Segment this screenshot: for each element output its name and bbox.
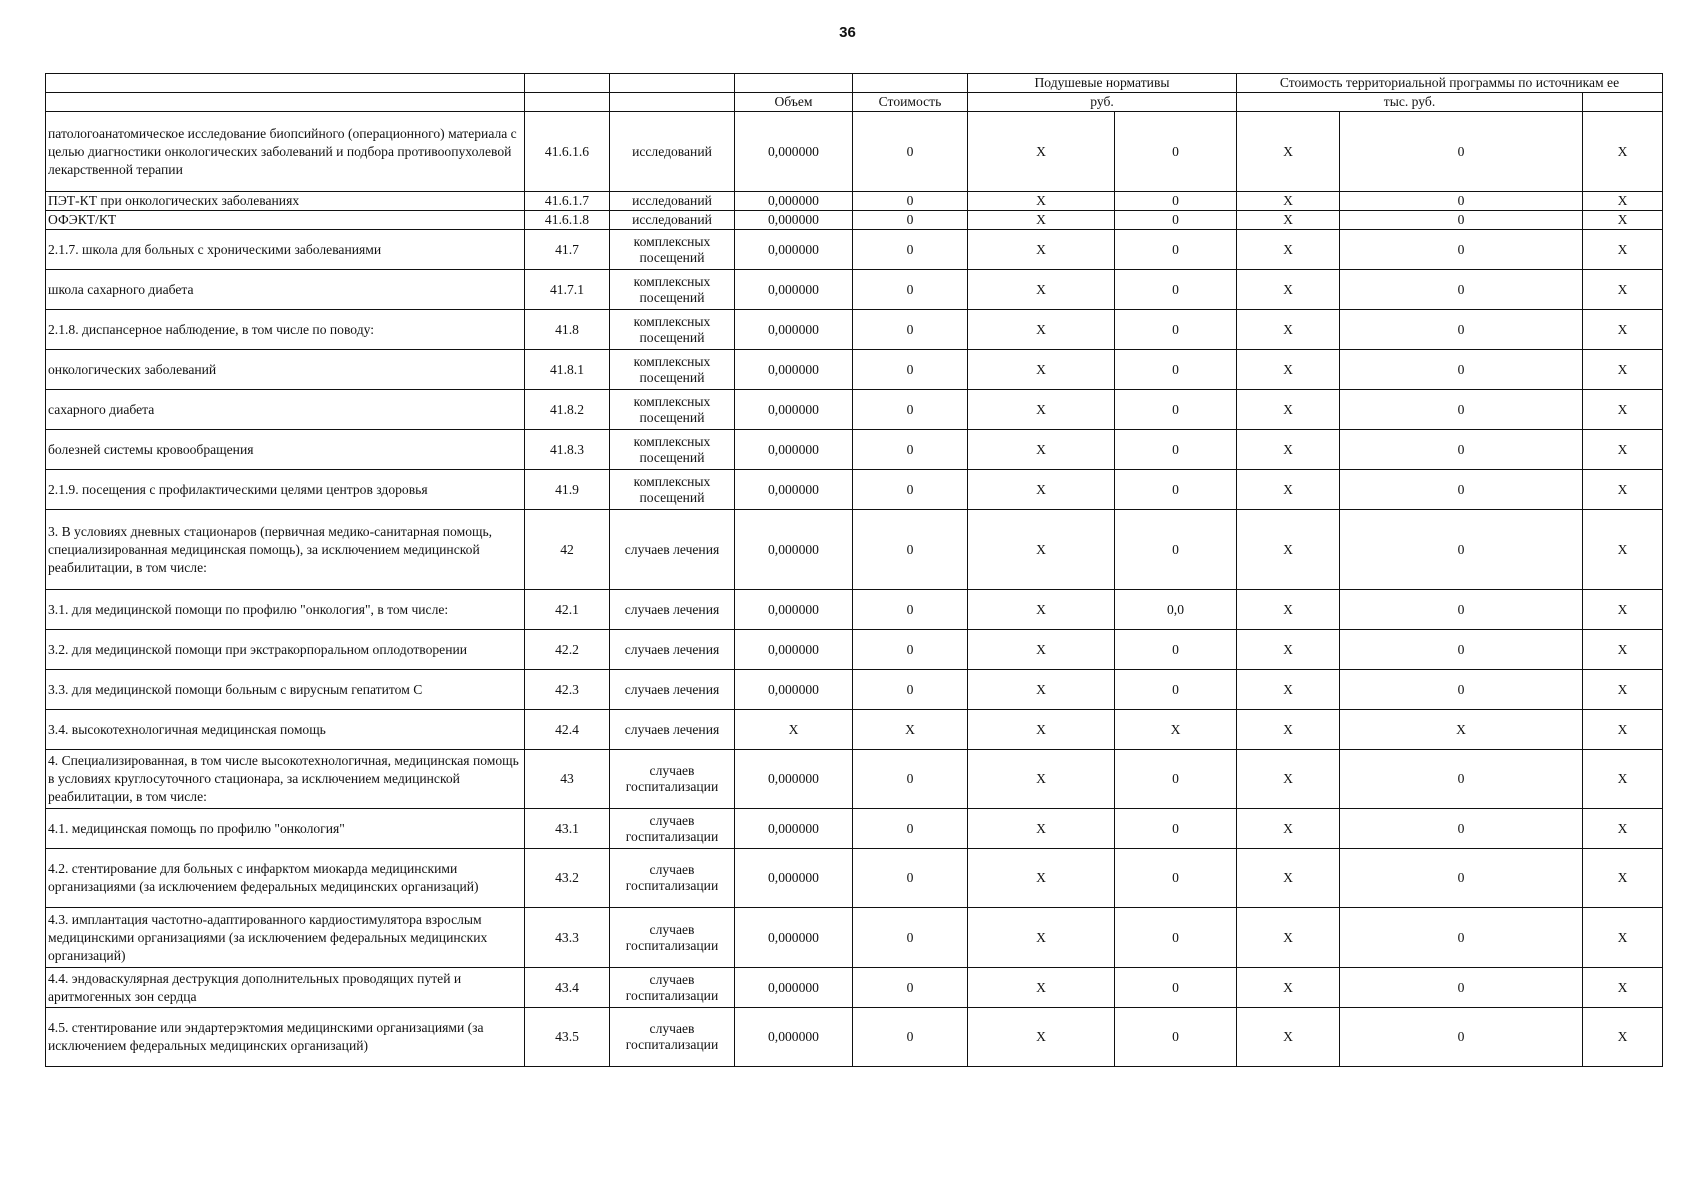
row-per-capita-2: 0 xyxy=(1115,908,1237,968)
row-volume: 0,000000 xyxy=(735,849,853,908)
header-per-capita-unit: руб. xyxy=(968,93,1237,112)
row-program-cost-3: X xyxy=(1583,390,1663,430)
row-volume: 0,000000 xyxy=(735,230,853,270)
row-unit: случаев госпитализации xyxy=(610,908,735,968)
row-program-cost-3: X xyxy=(1583,670,1663,710)
row-volume: 0,000000 xyxy=(735,350,853,390)
row-code: 43.4 xyxy=(525,968,610,1008)
table-row xyxy=(46,390,1663,430)
row-program-cost-2: X xyxy=(1340,710,1583,750)
row-name: болезней системы кровообращения xyxy=(46,430,525,470)
row-per-capita-2: 0 xyxy=(1115,470,1237,510)
row-code: 42.3 xyxy=(525,670,610,710)
row-cost: 0 xyxy=(853,430,968,470)
row-per-capita-2: 0 xyxy=(1115,211,1237,230)
row-program-cost-1: X xyxy=(1237,390,1340,430)
row-name: 4.1. медицинская помощь по профилю "онкология" xyxy=(46,809,525,849)
row-unit: случаев госпитализации xyxy=(610,750,735,809)
row-program-cost-2: 0 xyxy=(1340,510,1583,590)
row-program-cost-3: X xyxy=(1583,310,1663,350)
row-program-cost-2: 0 xyxy=(1340,350,1583,390)
row-program-cost-2: 0 xyxy=(1340,192,1583,211)
header-unit-cell xyxy=(610,74,735,93)
row-volume: 0,000000 xyxy=(735,809,853,849)
row-cost: 0 xyxy=(853,809,968,849)
row-program-cost-1: X xyxy=(1237,630,1340,670)
row-program-cost-1: X xyxy=(1237,230,1340,270)
row-unit: комплексных посещений xyxy=(610,430,735,470)
row-code: 43.3 xyxy=(525,908,610,968)
row-name: 4.4. эндоваскулярная деструкция дополнительных проводящих путей и аритмогенных зон сердца xyxy=(46,968,525,1008)
row-volume: 0,000000 xyxy=(735,590,853,630)
table-row xyxy=(46,809,1663,849)
header-row-top xyxy=(46,74,1663,93)
row-cost: 0 xyxy=(853,908,968,968)
row-cost: 0 xyxy=(853,192,968,211)
table-row xyxy=(46,470,1663,510)
row-code: 41.7.1 xyxy=(525,270,610,310)
row-per-capita-2: 0 xyxy=(1115,750,1237,809)
row-per-capita-2: 0 xyxy=(1115,849,1237,908)
row-program-cost-3: X xyxy=(1583,192,1663,211)
row-code: 43.5 xyxy=(525,1008,610,1067)
row-per-capita-1: X xyxy=(968,350,1115,390)
row-code: 41.6.1.6 xyxy=(525,112,610,192)
row-per-capita-2: 0 xyxy=(1115,809,1237,849)
table-row xyxy=(46,430,1663,470)
row-code: 41.6.1.8 xyxy=(525,211,610,230)
row-program-cost-1: X xyxy=(1237,750,1340,809)
row-code: 41.9 xyxy=(525,470,610,510)
row-per-capita-1: X xyxy=(968,710,1115,750)
row-per-capita-1: X xyxy=(968,211,1115,230)
row-per-capita-1: X xyxy=(968,590,1115,630)
table-row xyxy=(46,670,1663,710)
row-program-cost-2: 0 xyxy=(1340,112,1583,192)
row-per-capita-1: X xyxy=(968,112,1115,192)
row-per-capita-1: X xyxy=(968,430,1115,470)
row-program-cost-2: 0 xyxy=(1340,670,1583,710)
row-per-capita-1: X xyxy=(968,270,1115,310)
row-per-capita-1: X xyxy=(968,849,1115,908)
row-program-cost-2: 0 xyxy=(1340,390,1583,430)
row-unit: случаев лечения xyxy=(610,590,735,630)
row-volume: 0,000000 xyxy=(735,192,853,211)
header-program-cost-unit: тыс. руб. xyxy=(1237,93,1583,112)
row-per-capita-1: X xyxy=(968,310,1115,350)
header-cost-cell-top xyxy=(853,74,968,93)
row-name: 2.1.9. посещения с профилактическими целями центров здоровья xyxy=(46,470,525,510)
row-per-capita-2: 0 xyxy=(1115,390,1237,430)
row-name: сахарного диабета xyxy=(46,390,525,430)
row-cost: 0 xyxy=(853,211,968,230)
row-per-capita-2: 0 xyxy=(1115,430,1237,470)
header-code-cell xyxy=(525,74,610,93)
row-cost: X xyxy=(853,710,968,750)
row-program-cost-3: X xyxy=(1583,430,1663,470)
row-cost: 0 xyxy=(853,630,968,670)
row-program-cost-2: 0 xyxy=(1340,750,1583,809)
row-name: патологоанатомическое исследование биопсийного (операционного) материала с целью диагностики онкологических заболеваний и подбора противоопухолевой лекарственной терапии xyxy=(46,112,525,192)
row-program-cost-1: X xyxy=(1237,192,1340,211)
row-unit: случаев лечения xyxy=(610,670,735,710)
row-per-capita-1: X xyxy=(968,630,1115,670)
table-row xyxy=(46,192,1663,211)
row-per-capita-1: X xyxy=(968,809,1115,849)
row-program-cost-1: X xyxy=(1237,470,1340,510)
row-code: 41.8.1 xyxy=(525,350,610,390)
row-cost: 0 xyxy=(853,270,968,310)
header-program-cost-group: Стоимость территориальной программы по источникам ее xyxy=(1237,74,1663,93)
row-unit: исследований xyxy=(610,112,735,192)
row-per-capita-2: 0 xyxy=(1115,1008,1237,1067)
table-row xyxy=(46,211,1663,230)
header-row-bottom xyxy=(46,93,1663,112)
row-program-cost-3: X xyxy=(1583,270,1663,310)
row-cost: 0 xyxy=(853,510,968,590)
header-program-cost-extra xyxy=(1583,93,1663,112)
row-name: школа сахарного диабета xyxy=(46,270,525,310)
row-volume: 0,000000 xyxy=(735,430,853,470)
row-unit: исследований xyxy=(610,211,735,230)
row-name: 3.1. для медицинской помощи по профилю "онкология", в том числе: xyxy=(46,590,525,630)
row-code: 43 xyxy=(525,750,610,809)
row-program-cost-1: X xyxy=(1237,211,1340,230)
row-program-cost-3: X xyxy=(1583,112,1663,192)
row-program-cost-2: 0 xyxy=(1340,809,1583,849)
row-volume: 0,000000 xyxy=(735,750,853,809)
row-unit: комплексных посещений xyxy=(610,470,735,510)
row-program-cost-1: X xyxy=(1237,510,1340,590)
table-row xyxy=(46,750,1663,809)
row-cost: 0 xyxy=(853,1008,968,1067)
row-program-cost-3: X xyxy=(1583,590,1663,630)
row-per-capita-1: X xyxy=(968,192,1115,211)
row-code: 41.6.1.7 xyxy=(525,192,610,211)
row-per-capita-2: 0 xyxy=(1115,350,1237,390)
row-program-cost-2: 0 xyxy=(1340,1008,1583,1067)
header-volume-cell-top xyxy=(735,74,853,93)
table-row xyxy=(46,630,1663,670)
row-name: 4.5. стентирование или эндартерэктомия медицинскими организациями (за исключением федеральных медицинских организаций) xyxy=(46,1008,525,1067)
row-program-cost-1: X xyxy=(1237,809,1340,849)
row-program-cost-3: X xyxy=(1583,710,1663,750)
table-row xyxy=(46,968,1663,1008)
row-per-capita-1: X xyxy=(968,750,1115,809)
row-cost: 0 xyxy=(853,390,968,430)
row-name: 2.1.7. школа для больных с хроническими заболеваниями xyxy=(46,230,525,270)
row-program-cost-1: X xyxy=(1237,350,1340,390)
row-program-cost-3: X xyxy=(1583,849,1663,908)
row-program-cost-1: X xyxy=(1237,710,1340,750)
table-row xyxy=(46,710,1663,750)
row-name: ПЭТ-КТ при онкологических заболеваниях xyxy=(46,192,525,211)
row-program-cost-2: 0 xyxy=(1340,590,1583,630)
header-name-cell-lower xyxy=(46,93,525,112)
row-program-cost-2: 0 xyxy=(1340,470,1583,510)
table-row xyxy=(46,230,1663,270)
row-per-capita-1: X xyxy=(968,908,1115,968)
row-unit: исследований xyxy=(610,192,735,211)
row-code: 41.8.3 xyxy=(525,430,610,470)
row-per-capita-1: X xyxy=(968,968,1115,1008)
row-program-cost-3: X xyxy=(1583,230,1663,270)
row-code: 41.8 xyxy=(525,310,610,350)
row-unit: случаев лечения xyxy=(610,710,735,750)
row-code: 42 xyxy=(525,510,610,590)
row-name: 3.2. для медицинской помощи при экстракорпоральном оплодотворении xyxy=(46,630,525,670)
row-program-cost-2: 0 xyxy=(1340,430,1583,470)
header-cost: Стоимость xyxy=(853,93,968,112)
row-program-cost-2: 0 xyxy=(1340,230,1583,270)
row-unit: случаев лечения xyxy=(610,510,735,590)
row-per-capita-2: 0 xyxy=(1115,968,1237,1008)
row-per-capita-2: 0 xyxy=(1115,230,1237,270)
row-program-cost-2: 0 xyxy=(1340,908,1583,968)
row-program-cost-1: X xyxy=(1237,908,1340,968)
row-code: 42.1 xyxy=(525,590,610,630)
row-unit: комплексных посещений xyxy=(610,350,735,390)
row-cost: 0 xyxy=(853,968,968,1008)
row-program-cost-3: X xyxy=(1583,968,1663,1008)
row-per-capita-2: X xyxy=(1115,710,1237,750)
row-program-cost-3: X xyxy=(1583,809,1663,849)
row-per-capita-1: X xyxy=(968,510,1115,590)
row-program-cost-1: X xyxy=(1237,670,1340,710)
table-row xyxy=(46,310,1663,350)
row-program-cost-1: X xyxy=(1237,310,1340,350)
row-unit: комплексных посещений xyxy=(610,310,735,350)
row-name: 3.3. для медицинской помощи больным с вирусным гепатитом С xyxy=(46,670,525,710)
row-cost: 0 xyxy=(853,590,968,630)
row-cost: 0 xyxy=(853,670,968,710)
row-program-cost-1: X xyxy=(1237,1008,1340,1067)
row-program-cost-3: X xyxy=(1583,630,1663,670)
row-code: 43.1 xyxy=(525,809,610,849)
row-cost: 0 xyxy=(853,470,968,510)
row-code: 42.4 xyxy=(525,710,610,750)
row-program-cost-3: X xyxy=(1583,908,1663,968)
row-program-cost-2: 0 xyxy=(1340,310,1583,350)
row-program-cost-3: X xyxy=(1583,750,1663,809)
row-name: 4.2. стентирование для больных с инфарктом миокарда медицинскими организациями (за исключением федеральных медицинских организаций) xyxy=(46,849,525,908)
row-program-cost-1: X xyxy=(1237,270,1340,310)
row-program-cost-1: X xyxy=(1237,590,1340,630)
row-volume: 0,000000 xyxy=(735,968,853,1008)
row-code: 43.2 xyxy=(525,849,610,908)
row-volume: X xyxy=(735,710,853,750)
row-program-cost-3: X xyxy=(1583,510,1663,590)
row-per-capita-2: 0 xyxy=(1115,670,1237,710)
row-program-cost-3: X xyxy=(1583,470,1663,510)
row-volume: 0,000000 xyxy=(735,112,853,192)
row-per-capita-1: X xyxy=(968,470,1115,510)
row-volume: 0,000000 xyxy=(735,470,853,510)
row-per-capita-2: 0 xyxy=(1115,310,1237,350)
row-cost: 0 xyxy=(853,112,968,192)
row-per-capita-2: 0 xyxy=(1115,270,1237,310)
row-volume: 0,000000 xyxy=(735,310,853,350)
header-code-cell-lower xyxy=(525,93,610,112)
row-name: онкологических заболеваний xyxy=(46,350,525,390)
table-row xyxy=(46,849,1663,908)
row-program-cost-1: X xyxy=(1237,968,1340,1008)
table-row xyxy=(46,270,1663,310)
row-program-cost-3: X xyxy=(1583,211,1663,230)
row-unit: комплексных посещений xyxy=(610,390,735,430)
row-volume: 0,000000 xyxy=(735,211,853,230)
row-unit: случаев госпитализации xyxy=(610,849,735,908)
row-volume: 0,000000 xyxy=(735,908,853,968)
row-program-cost-1: X xyxy=(1237,430,1340,470)
row-volume: 0,000000 xyxy=(735,1008,853,1067)
row-per-capita-1: X xyxy=(968,1008,1115,1067)
header-per-capita-group: Подушевые нормативы xyxy=(968,74,1237,93)
table-row xyxy=(46,1008,1663,1067)
row-per-capita-1: X xyxy=(968,670,1115,710)
row-program-cost-2: 0 xyxy=(1340,849,1583,908)
row-per-capita-1: X xyxy=(968,230,1115,270)
row-unit: комплексных посещений xyxy=(610,230,735,270)
row-program-cost-2: 0 xyxy=(1340,630,1583,670)
row-cost: 0 xyxy=(853,310,968,350)
row-per-capita-2: 0 xyxy=(1115,630,1237,670)
table-row xyxy=(46,112,1663,192)
row-program-cost-2: 0 xyxy=(1340,270,1583,310)
table-row xyxy=(46,908,1663,968)
row-program-cost-2: 0 xyxy=(1340,968,1583,1008)
header-name-cell xyxy=(46,74,525,93)
row-volume: 0,000000 xyxy=(735,510,853,590)
row-cost: 0 xyxy=(853,849,968,908)
row-per-capita-1: X xyxy=(968,390,1115,430)
program-cost-table xyxy=(45,73,1663,1067)
row-unit: случаев госпитализации xyxy=(610,968,735,1008)
row-name: 4. Специализированная, в том числе высокотехнологичная, медицинская помощь в условиях круглосуточного стационара, за исключением медицинской реабилитации, в том числе: xyxy=(46,750,525,809)
row-per-capita-2: 0 xyxy=(1115,192,1237,211)
row-unit: комплексных посещений xyxy=(610,270,735,310)
row-program-cost-2: 0 xyxy=(1340,211,1583,230)
row-volume: 0,000000 xyxy=(735,670,853,710)
page-number: 36 xyxy=(839,24,856,41)
row-per-capita-2: 0,0 xyxy=(1115,590,1237,630)
row-per-capita-2: 0 xyxy=(1115,510,1237,590)
table-row xyxy=(46,590,1663,630)
row-name: 4.3. имплантация частотно-адаптированного кардиостимулятора взрослым медицинскими организациями (за исключением федеральных медицинских организаций) xyxy=(46,908,525,968)
row-name: 3. В условиях дневных стационаров (первичная медико-санитарная помощь, специализированная медицинская помощь), за исключением медицинской реабилитации, в том числе: xyxy=(46,510,525,590)
row-per-capita-2: 0 xyxy=(1115,112,1237,192)
row-program-cost-1: X xyxy=(1237,849,1340,908)
row-code: 41.7 xyxy=(525,230,610,270)
row-unit: случаев госпитализации xyxy=(610,1008,735,1067)
row-name: ОФЭКТ/КТ xyxy=(46,211,525,230)
row-name: 2.1.8. диспансерное наблюдение, в том числе по поводу: xyxy=(46,310,525,350)
row-code: 42.2 xyxy=(525,630,610,670)
row-program-cost-3: X xyxy=(1583,1008,1663,1067)
row-cost: 0 xyxy=(853,750,968,809)
row-unit: случаев лечения xyxy=(610,630,735,670)
row-name: 3.4. высокотехнологичная медицинская помощь xyxy=(46,710,525,750)
header-volume: Объем xyxy=(735,93,853,112)
row-program-cost-1: X xyxy=(1237,112,1340,192)
row-code: 41.8.2 xyxy=(525,390,610,430)
row-program-cost-3: X xyxy=(1583,350,1663,390)
row-cost: 0 xyxy=(853,230,968,270)
table-row xyxy=(46,510,1663,590)
row-volume: 0,000000 xyxy=(735,270,853,310)
row-volume: 0,000000 xyxy=(735,390,853,430)
row-unit: случаев госпитализации xyxy=(610,809,735,849)
row-cost: 0 xyxy=(853,350,968,390)
header-unit-cell-lower xyxy=(610,93,735,112)
row-volume: 0,000000 xyxy=(735,630,853,670)
table-row xyxy=(46,350,1663,390)
